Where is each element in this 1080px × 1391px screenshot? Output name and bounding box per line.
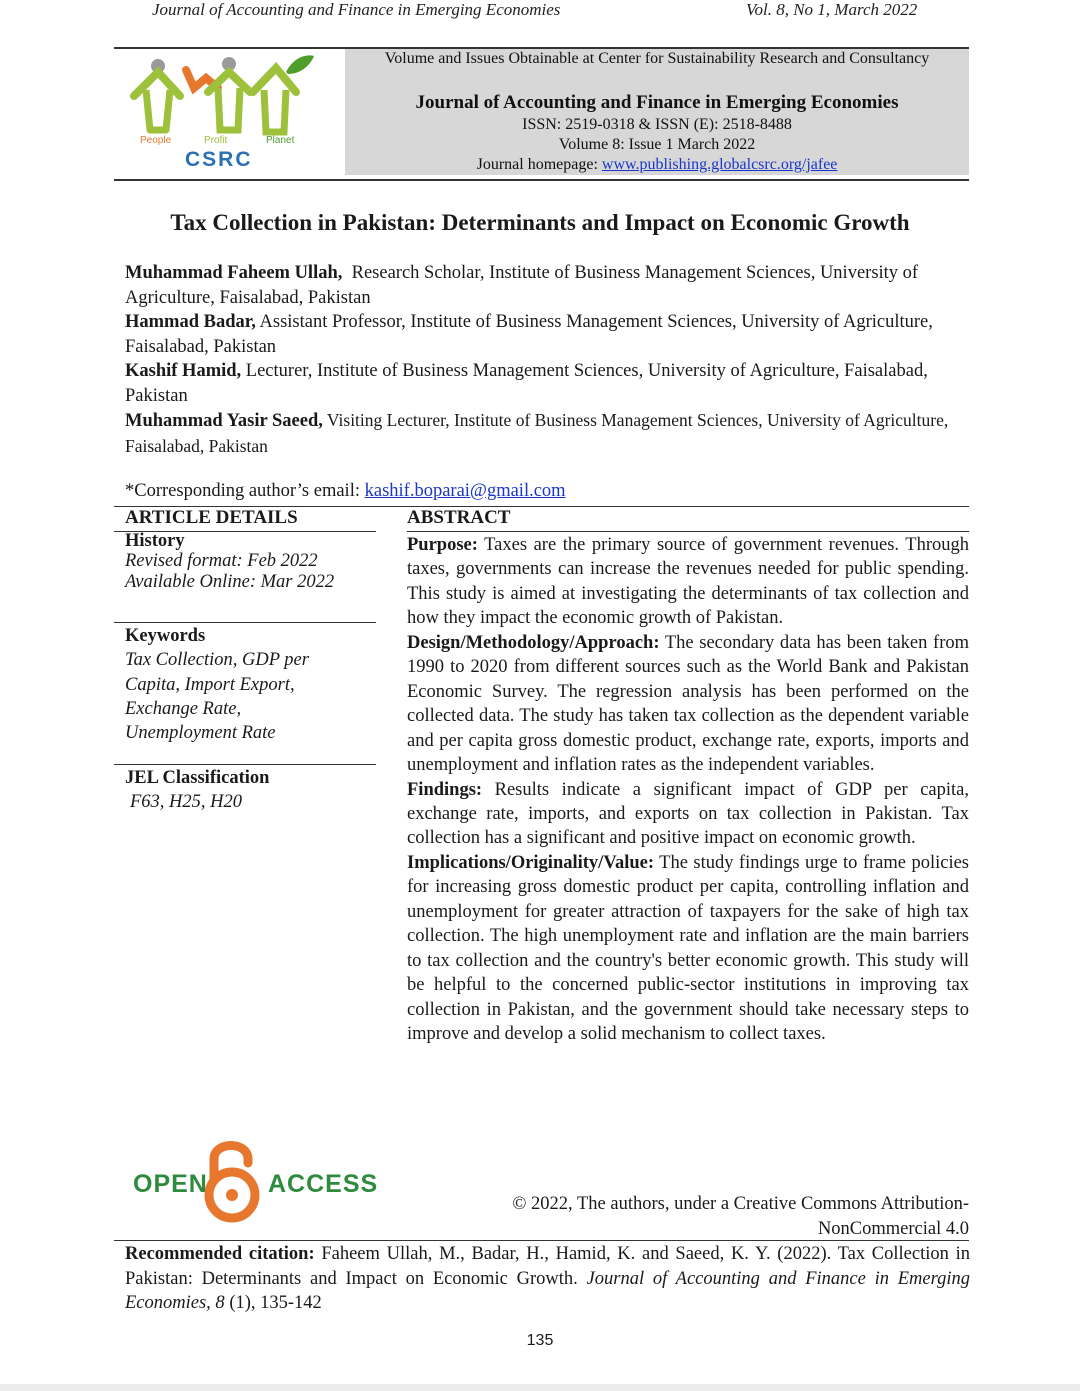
abstract-section-text: Results indicate a significant impact of GDP per capita, exchange rate, imports, and exports on tax collection in Pakistan. Tax collection has a significant and positive impact on economic growth. [407, 779, 969, 849]
logo-label-planet: Planet [266, 135, 295, 146]
homepage-link[interactable]: www.publishing.globalcsrc.org/jafee [601, 156, 838, 173]
open-access-access-text: ACCESS [268, 1170, 379, 1198]
author-entry [125, 408, 970, 459]
author-name: Muhammad Faheem Ullah, [125, 263, 343, 283]
author-affiliation: Assistant Professor, Institute of Business Management Sciences, University of Agriculture, Faisalabad, Pakistan [125, 312, 933, 357]
author-name: Kashif Hamid, [125, 361, 242, 381]
page-number: 135 [526, 1332, 554, 1349]
recommended-citation [125, 1242, 970, 1316]
abstract-purpose [407, 533, 969, 631]
abstract-section-label: Implications/Originality/Value: [407, 852, 655, 873]
author-affiliation: Visiting Lecturer, Institute of Business Management Sciences, University of Agriculture, Faisalabad, Pakistan [125, 410, 949, 456]
keywords-block [125, 624, 375, 745]
page-bottom-band [0, 1384, 1080, 1391]
citation-journal: Journal of Accounting and Finance in Emerging Economies, 8 [125, 1268, 970, 1313]
citation-label: Recommended citation: [125, 1244, 315, 1264]
article-title: Tax Collection in Pakistan: Determinants and Impact on Economic Growth [170, 210, 910, 235]
abstract-section-label: Purpose: [407, 535, 478, 555]
homepage-line [345, 156, 969, 174]
citation-tail: (1), 135-142 [224, 1293, 322, 1313]
history-heading: History [125, 531, 185, 551]
abstract-section-text: Taxes are the primary source of government revenues. Through taxes, governments can increase the revenues needed for public spending. This study is aimed at investigating the determinants of tax collection and how they impact the economic growth of Pakistan. [407, 535, 969, 629]
abstract-section-label: Findings: [407, 779, 483, 800]
author-list [125, 261, 970, 459]
header-journal-title: Journal of Accounting and Finance in Emerging Economies [415, 92, 899, 113]
license-notice: © 2022, The authors, under a Creative Commons Attribution-NonCommercial 4.0 [512, 1194, 969, 1239]
jel-block [125, 766, 375, 815]
author-affiliation: Research Scholar, Institute of Business Management Sciences, University of Agriculture, Faisalabad, Pakistan [125, 263, 922, 308]
author-entry [125, 261, 970, 310]
abstract-section-text: The secondary data has been taken from 1990 to 2020 from different sources such as the World Bank and Pakistan Economic Survey. The regression analysis has been performed on the collected data. The study has taken tax collection as the dependent variable and per capita gross domestic product, exchange rate, exports, imports and unemployment and inflation rates as the independent variables. [407, 632, 969, 776]
corresponding-author-line [125, 481, 566, 502]
corresponding-label: *Corresponding author’s email: [125, 481, 365, 501]
history-rule [114, 622, 376, 623]
keywords-list: Tax Collection, GDP per Capita, Import Export, Exchange Rate, Unemployment Rate [125, 650, 309, 744]
logo-org-name: CSRC [185, 148, 253, 171]
author-name: Hammad Badar, [125, 312, 256, 332]
author-affiliation: Lecturer, Institute of Business Management Sciences, University of Agriculture, Faisalabad, Pakistan [125, 361, 928, 406]
abstract-section-label: Design/Methodology/Approach: [407, 632, 660, 653]
citation-text: Faheem Ullah, M., Badar, H., Hamid, K. and Saeed, K. Y. (2022). Tax Collection in Pakistan: Determinants and Impact on Economic Growth. [125, 1244, 970, 1289]
open-access-open-text: OPEN [133, 1170, 208, 1198]
corresponding-email-link[interactable]: kashif.boparai@gmail.com [364, 481, 566, 501]
abstract-section-text: The study findings urge to frame policies for increasing gross domestic product per capita, controlling inflation and unemployment for greater attraction of taxpayers for the sake of high tax collection. The high unemployment rate and inflation are the main barriers to tax collection and the country's better economic growth. This study will be helpful to the concerned public-sector institutions in improving tax collection in Pakistan, and the government should take necessary steps to improve and develop a solid mechanism to collect taxes. [407, 852, 969, 1045]
available-date: Available Online: Mar 2022 [125, 572, 335, 592]
abstract-methodology [407, 631, 969, 778]
issue-line: Volume 8: Issue 1 March 2022 [558, 136, 756, 153]
revised-date: Revised format: Feb 2022 [125, 551, 318, 571]
availability-line: Volume and Issues Obtainable at Center for Sustainability Research and Consultancy [384, 50, 930, 67]
homepage-label: Journal homepage: [476, 156, 602, 173]
logo-label-people: People [140, 135, 172, 146]
author-entry [125, 359, 970, 408]
issn-line: ISSN: 2519-0318 & ISSN (E): 2518-8488 [522, 116, 792, 133]
running-header-volume: Vol. 8, No 1, March 2022 [746, 0, 918, 19]
abstract-heading-rule [407, 531, 969, 532]
abstract-implications [407, 851, 969, 1047]
keywords-rule [114, 764, 376, 765]
abstract-body [407, 533, 969, 1047]
history-block [125, 532, 375, 593]
author-name: Muhammad Yasir Saeed, [125, 411, 323, 431]
open-access-lock-icon [200, 1137, 264, 1223]
jel-codes: F63, H25, H20 [130, 792, 243, 813]
abstract-findings [407, 778, 969, 851]
jel-heading: JEL Classification [125, 768, 270, 788]
abstract-heading: ABSTRACT [407, 507, 511, 528]
article-details-heading: ARTICLE DETAILS [125, 507, 298, 528]
author-entry [125, 310, 970, 359]
logo-label-profit: Profit [204, 135, 228, 146]
keywords-heading: Keywords [125, 626, 206, 646]
running-header-journal: Journal of Accounting and Finance in Emerging Economies [152, 0, 561, 19]
